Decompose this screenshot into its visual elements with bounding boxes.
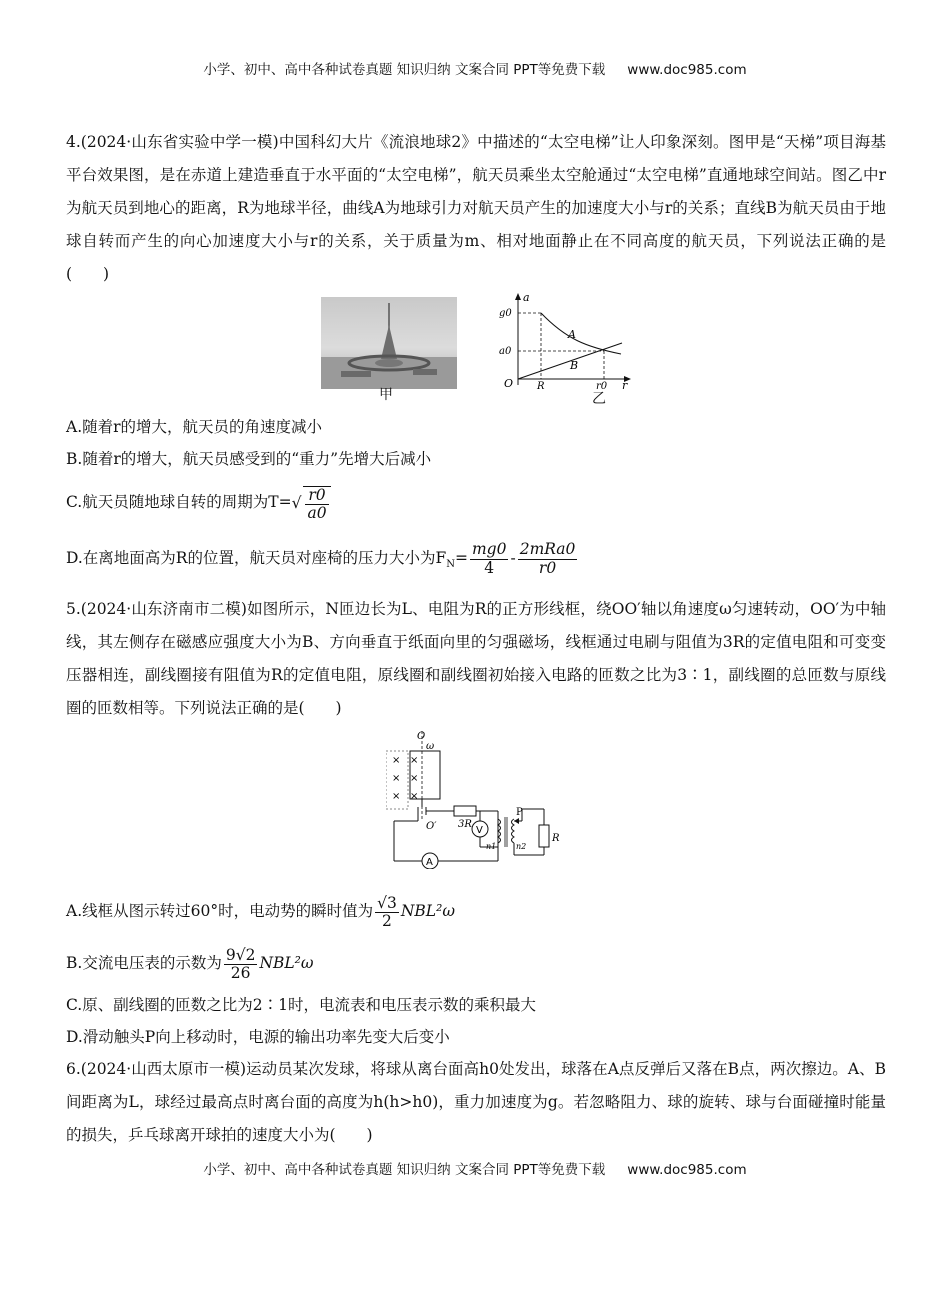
q5-option-a-prefix: A.线框从图示转过60°时，电动势的瞬时值为: [66, 902, 374, 921]
field-mark-6: ×: [410, 791, 419, 803]
label-r-axis: r: [622, 379, 628, 391]
q4-d-minus: -: [510, 549, 516, 567]
q5-option-d[interactable]: D.滑动触头P向上移动时，电源的输出功率先变大后变小: [66, 1028, 450, 1047]
field-mark-1: ×: [392, 755, 401, 767]
q5-circuit: [386, 729, 566, 869]
rotation-omega: ω: [426, 741, 435, 753]
field-mark-4: ×: [410, 773, 419, 785]
q5-option-c[interactable]: C.原、副线圈的匝数之比为2∶1时，电流表和电压表示数的乘积最大: [66, 996, 536, 1015]
page-footer: [0, 1158, 950, 1178]
q4-option-d-prefix: D.在离地面高为R的位置，航天员对座椅的压力大小为F: [66, 549, 447, 567]
label-r0: r0: [596, 381, 608, 391]
q4-c-denominator: a0: [307, 504, 327, 522]
sqrt-symbol: √ $\frac{r0}{a0}$: [292, 476, 333, 530]
q4-graph-yi: [496, 291, 636, 391]
footer-text: 小学、初中、高中各种试卷真题 知识归纳 文案合同 PPT等免费下载: [203, 1162, 606, 1178]
q4-photo-jia: [321, 297, 457, 389]
q4-option-b[interactable]: B.随着r的增大，航天员感受到的“重力”先增大后减小: [66, 450, 432, 468]
q4-d-f2-den: r0: [538, 558, 557, 577]
header-url[interactable]: www.doc985.com: [627, 62, 747, 78]
q4-d-eq: =: [454, 549, 468, 567]
q5-figure: [66, 725, 886, 885]
voltmeter-label: V: [476, 825, 483, 837]
n1-label: n1: [486, 842, 497, 852]
q5-a-frac: [375, 895, 399, 930]
q5-a-den: 2: [382, 911, 392, 930]
q4-caption-yi: 乙: [592, 391, 606, 407]
page-header: [0, 58, 950, 78]
q4-d-f1-den: 4: [484, 558, 495, 577]
label-origin: O: [504, 377, 514, 390]
label-R: R: [537, 381, 545, 391]
q4-c-numerator: r0: [305, 487, 328, 505]
label-g0: g0: [499, 308, 512, 319]
q4-d-f1-num: mg0: [471, 540, 507, 559]
q4-option-a[interactable]: A.随着r的增大，航天员的角速度减小: [66, 418, 323, 436]
label-a0: a0: [499, 346, 512, 357]
n2-label: n2: [516, 842, 527, 852]
axis-O-prime: O′: [426, 821, 437, 833]
secondary-coil: [512, 819, 515, 843]
q4-d-f2-num: 2mRa0: [519, 540, 576, 559]
q4-option-c[interactable]: [66, 475, 886, 530]
resistor-R-label: R: [552, 833, 560, 845]
label-curve-A: A: [568, 328, 576, 341]
field-mark-3: ×: [392, 773, 401, 785]
q4-caption-jia: 甲: [379, 387, 393, 403]
slider-label-P: P: [516, 807, 523, 819]
q4-figures: [66, 291, 886, 411]
rotation-O: O: [417, 731, 426, 743]
header-text: 小学、初中、高中各种试卷真题 知识归纳 文案合同 PPT等免费下载: [203, 62, 606, 78]
q5-option-b-prefix: B.交流电压表的示数为: [66, 954, 222, 973]
q4-option-c-prefix: C.航天员随地球自转的周期为T=: [66, 493, 292, 511]
question-content: [66, 126, 886, 1152]
q5-option-a[interactable]: [66, 885, 886, 937]
q4-option-d[interactable]: [66, 530, 886, 593]
q5-b-num: 9√2: [225, 945, 256, 964]
resistor-3R-label: 3R: [458, 819, 472, 831]
q5-a-num: √3: [377, 893, 397, 912]
field-mark-5: ×: [392, 791, 401, 803]
label-a-axis: a: [523, 291, 530, 304]
field-mark-2: ×: [410, 755, 419, 767]
q4-d-sub: N: [446, 559, 455, 571]
q4-d-frac2: [518, 541, 578, 576]
q5-b-den: 26: [230, 963, 251, 982]
q5-b-frac: [224, 947, 258, 982]
q5-option-b-suffix: NBL²ω: [259, 954, 314, 973]
footer-url[interactable]: www.doc985.com: [627, 1162, 747, 1178]
q4-stem: 4.(2024·山东省实验中学一模)中国科幻大片《流浪地球2》中描述的“太空电梯”让人印象深刻。图甲是“天梯”项目海基平台效果图，是在赤道上建造垂直于水平面的“太空电梯”，航天员乘坐太空舱通过“太空电梯”直通地球空间站。图乙中r为航天员到地心的距离，R为地球半径，曲线A为地球引力对航天员产生的加速度大小与r的关系；直线B为航天员由于地球自转而产生的向心加速度大小与r的关系，关于质量为m、相对地面静止在不同高度的航天员，下列说法正确的是( ): [66, 133, 886, 283]
label-line-B: B: [570, 359, 579, 372]
q5-stem: 5.(2024·山东济南市二模)如图所示，N匝边长为L、电阻为R的正方形线框，绕OO′轴以角速度ω匀速转动，OO′为中轴线，其左侧存在磁感应强度大小为B、方向垂直于纸面向里的匀强磁场，线框通过电刷与阻值为3R的定值电阻和可变变压器相连，副线圈接有阻值为R的定值电阻，原线圈和副线圈初始接入电路的匝数之比为3∶1，副线圈的总匝数与原线圈的匝数相等。下列说法正确的是( ): [66, 600, 886, 718]
q6-stem: 6.(2024·山西太原市一模)运动员某次发球，将球从离台面高h0处发出，球落在A点反弹后又落在B点，两次擦边。A、B间距离为L，球经过最高点时离台面的高度为h(h>h0)，重力加速度为g。若忽略阻力、球的旋转、球与台面碰撞时能量的损失，乒乓球离开球拍的速度大小为( ): [66, 1060, 886, 1145]
q5-option-a-suffix: NBL²ω: [400, 902, 455, 921]
q4-d-frac1: [470, 541, 508, 576]
ammeter-label: A: [426, 857, 433, 869]
q5-option-b[interactable]: [66, 937, 886, 989]
